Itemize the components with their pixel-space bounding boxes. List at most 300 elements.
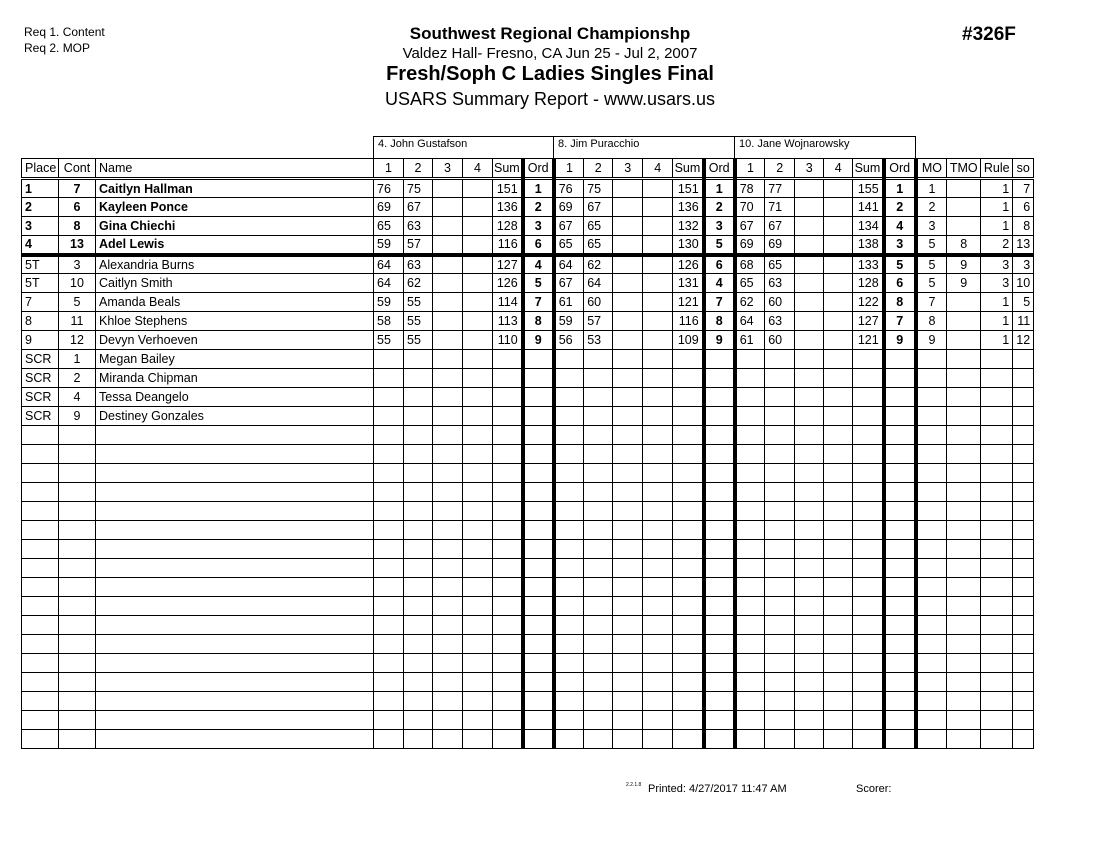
judge-1-sum-cell: 110 (493, 331, 523, 350)
col-tmo: TMO (947, 159, 981, 179)
rule-cell: 3 (981, 255, 1013, 274)
judge-2-mark-2-cell (584, 388, 613, 407)
empty-cell (374, 730, 404, 749)
judge-2-mark-2-cell: 67 (584, 198, 613, 217)
empty-cell (947, 445, 981, 464)
contestant-number-cell: 7 (59, 179, 96, 198)
contestant-number-cell: 5 (59, 293, 96, 312)
majority-ordinal-cell: 5 (916, 274, 947, 293)
judge-3-mark-4-cell (824, 236, 853, 255)
empty-cell (59, 635, 96, 654)
empty-cell (1013, 540, 1034, 559)
skater-name-cell: Gina Chiechi (96, 217, 374, 236)
majority-ordinal-cell: 5 (916, 236, 947, 255)
empty-cell (824, 654, 853, 673)
empty-cell (795, 635, 824, 654)
empty-cell (433, 692, 463, 711)
empty-cell (1013, 692, 1034, 711)
rule-cell (981, 407, 1013, 426)
empty-cell (59, 483, 96, 502)
empty-cell (853, 521, 884, 540)
empty-cell (947, 559, 981, 578)
empty-cell (884, 616, 916, 635)
empty-cell (493, 483, 523, 502)
empty-cell (584, 502, 613, 521)
empty-cell (765, 616, 795, 635)
empty-cell (643, 616, 673, 635)
empty-cell (643, 502, 673, 521)
empty-cell (853, 464, 884, 483)
empty-cell (824, 578, 853, 597)
judge-1-sum-cell (493, 407, 523, 426)
blank-row (22, 540, 1034, 559)
majority-ordinal-cell: 1 (916, 179, 947, 198)
judge-3-mark-2-cell: 63 (765, 312, 795, 331)
empty-cell (463, 445, 493, 464)
rule-cell: 1 (981, 293, 1013, 312)
empty-cell (947, 711, 981, 730)
judge-3-mark-4-cell (824, 312, 853, 331)
judge-1-mark-3-cell (433, 236, 463, 255)
empty-cell (523, 673, 554, 692)
empty-cell (374, 464, 404, 483)
empty-cell (916, 540, 947, 559)
empty-cell (96, 521, 374, 540)
judge-2-mark-4-cell (643, 293, 673, 312)
empty-cell (765, 635, 795, 654)
judge-3-sum-cell (853, 350, 884, 369)
judge-3-sum-cell: 141 (853, 198, 884, 217)
empty-cell (493, 445, 523, 464)
judge-2-mark-1-cell: 65 (554, 236, 584, 255)
rule-cell (981, 369, 1013, 388)
empty-cell (947, 540, 981, 559)
empty-cell (59, 521, 96, 540)
empty-cell (374, 673, 404, 692)
empty-cell (704, 426, 735, 445)
empty-cell (981, 692, 1013, 711)
judge-2-mark-3-cell (613, 179, 643, 198)
col-j3-m4: 4 (824, 159, 853, 179)
judge-2-mark-3-cell (613, 331, 643, 350)
judge-3-mark-3-cell (795, 369, 824, 388)
judge-2-sum-cell: 126 (673, 255, 704, 274)
empty-cell (59, 730, 96, 749)
empty-cell (643, 730, 673, 749)
empty-cell (981, 426, 1013, 445)
majority-ordinal-cell: 5 (916, 255, 947, 274)
col-j1-sum: Sum (493, 159, 523, 179)
judge-1-mark-4-cell (463, 274, 493, 293)
judge-1-mark-1-cell (374, 350, 404, 369)
judge-1-mark-2-cell: 55 (404, 331, 433, 350)
empty-cell (96, 692, 374, 711)
judge-2-mark-3-cell (613, 407, 643, 426)
empty-cell (704, 635, 735, 654)
judge-1-mark-2-cell: 63 (404, 255, 433, 274)
col-j3-ord: Ord (884, 159, 916, 179)
empty-cell (795, 445, 824, 464)
skating-order-cell: 10 (1013, 274, 1034, 293)
empty-cell (404, 445, 433, 464)
empty-cell (59, 616, 96, 635)
place-cell: SCR (22, 388, 59, 407)
empty-cell (643, 559, 673, 578)
judge-3-mark-1-cell: 61 (735, 331, 765, 350)
judge-3-mark-1-cell (735, 350, 765, 369)
judge-3-mark-2-cell: 69 (765, 236, 795, 255)
empty-cell (981, 673, 1013, 692)
contestant-number-cell: 13 (59, 236, 96, 255)
empty-cell (704, 711, 735, 730)
judge-header-3: 10. Jane Wojnarowsky (734, 136, 916, 158)
empty-cell (463, 673, 493, 692)
empty-cell (1013, 730, 1034, 749)
empty-cell (584, 654, 613, 673)
venue-dates: Valdez Hall- Fresno, CA Jun 25 - Jul 2, 2007 (402, 45, 698, 62)
empty-cell (673, 673, 704, 692)
judge-3-mark-1-cell: 69 (735, 236, 765, 255)
judge-2-mark-1-cell (554, 369, 584, 388)
empty-cell (981, 559, 1013, 578)
empty-cell (916, 597, 947, 616)
empty-cell (884, 502, 916, 521)
empty-cell (554, 692, 584, 711)
skater-name-cell: Caitlyn Smith (96, 274, 374, 293)
table-row (22, 236, 1034, 255)
empty-cell (947, 616, 981, 635)
competition-title: Southwest Regional Championshp (409, 24, 691, 43)
empty-cell (795, 502, 824, 521)
col-j1-m2: 2 (404, 159, 433, 179)
empty-cell (22, 673, 59, 692)
col-j1-m3: 3 (433, 159, 463, 179)
judge-1-mark-2-cell (404, 388, 433, 407)
judge-3-mark-2-cell (765, 350, 795, 369)
empty-cell (981, 502, 1013, 521)
skating-order-cell: 13 (1013, 236, 1034, 255)
empty-cell (59, 502, 96, 521)
empty-cell (795, 578, 824, 597)
empty-cell (673, 730, 704, 749)
empty-cell (613, 521, 643, 540)
empty-cell (463, 426, 493, 445)
empty-cell (374, 597, 404, 616)
empty-cell (853, 654, 884, 673)
total-majority-ordinal-cell (947, 293, 981, 312)
empty-cell (673, 597, 704, 616)
empty-cell (673, 464, 704, 483)
empty-cell (824, 730, 853, 749)
empty-cell (523, 711, 554, 730)
judge-3-sum-cell (853, 407, 884, 426)
judge-3-mark-4-cell (824, 179, 853, 198)
rule-cell: 1 (981, 312, 1013, 331)
empty-cell (735, 635, 765, 654)
judge-2-sum-cell (673, 407, 704, 426)
empty-cell (853, 483, 884, 502)
judge-3-mark-3-cell (795, 331, 824, 350)
empty-cell (554, 597, 584, 616)
total-majority-ordinal-cell (947, 350, 981, 369)
empty-cell (1013, 654, 1034, 673)
empty-cell (96, 597, 374, 616)
judge-1-ordinal-cell (523, 369, 554, 388)
judge-2-mark-3-cell (613, 312, 643, 331)
empty-cell (404, 730, 433, 749)
judge-1-mark-4-cell (463, 369, 493, 388)
judge-3-sum-cell: 121 (853, 331, 884, 350)
empty-cell (735, 578, 765, 597)
empty-cell (22, 464, 59, 483)
judge-3-mark-4-cell (824, 255, 853, 274)
empty-cell (584, 464, 613, 483)
empty-cell (795, 673, 824, 692)
empty-cell (523, 597, 554, 616)
empty-cell (554, 559, 584, 578)
empty-cell (1013, 635, 1034, 654)
majority-ordinal-cell: 9 (916, 331, 947, 350)
judge-2-mark-4-cell (643, 236, 673, 255)
judge-1-mark-1-cell (374, 388, 404, 407)
empty-cell (884, 635, 916, 654)
empty-cell (916, 426, 947, 445)
empty-cell (584, 559, 613, 578)
empty-cell (463, 521, 493, 540)
empty-cell (404, 521, 433, 540)
judge-1-mark-2-cell: 63 (404, 217, 433, 236)
empty-cell (493, 692, 523, 711)
table-row (22, 217, 1034, 236)
empty-cell (96, 502, 374, 521)
judge-3-ordinal-cell: 8 (884, 293, 916, 312)
empty-cell (584, 521, 613, 540)
empty-cell (795, 711, 824, 730)
judge-1-mark-3-cell (433, 255, 463, 274)
empty-cell (96, 730, 374, 749)
skater-name-cell: Alexandria Burns (96, 255, 374, 274)
empty-cell (22, 540, 59, 559)
blank-row (22, 426, 1034, 445)
place-cell: 5T (22, 274, 59, 293)
judge-1-mark-4-cell (463, 350, 493, 369)
empty-cell (981, 597, 1013, 616)
judge-2-ordinal-cell: 5 (704, 236, 735, 255)
empty-cell (523, 635, 554, 654)
empty-cell (765, 502, 795, 521)
empty-cell (493, 426, 523, 445)
empty-cell (884, 692, 916, 711)
judge-3-sum-cell: 134 (853, 217, 884, 236)
empty-cell (554, 654, 584, 673)
judge-1-mark-3-cell (433, 350, 463, 369)
skater-name-cell: Devyn Verhoeven (96, 331, 374, 350)
judge-2-sum-cell: 109 (673, 331, 704, 350)
judge-1-mark-4-cell (463, 331, 493, 350)
judge-3-sum-cell: 138 (853, 236, 884, 255)
judge-2-mark-3-cell (613, 369, 643, 388)
judge-3-sum-cell: 128 (853, 274, 884, 293)
empty-cell (673, 540, 704, 559)
empty-cell (404, 483, 433, 502)
empty-cell (765, 464, 795, 483)
empty-cell (853, 711, 884, 730)
col-j1-ord: Ord (523, 159, 554, 179)
empty-cell (96, 483, 374, 502)
empty-cell (96, 654, 374, 673)
judge-1-sum-cell: 127 (493, 255, 523, 274)
empty-cell (613, 711, 643, 730)
empty-cell (735, 540, 765, 559)
empty-cell (584, 540, 613, 559)
judge-1-mark-2-cell: 55 (404, 312, 433, 331)
judge-1-mark-1-cell (374, 369, 404, 388)
judge-1-sum-cell: 116 (493, 236, 523, 255)
empty-cell (404, 426, 433, 445)
judge-1-mark-1-cell: 55 (374, 331, 404, 350)
empty-cell (765, 578, 795, 597)
empty-cell (554, 426, 584, 445)
empty-cell (643, 464, 673, 483)
requirement-1: Req 1. Content (24, 25, 105, 39)
judge-3-mark-2-cell (765, 369, 795, 388)
empty-cell (765, 654, 795, 673)
empty-cell (673, 654, 704, 673)
judge-2-ordinal-cell: 3 (704, 217, 735, 236)
judge-2-ordinal-cell: 2 (704, 198, 735, 217)
empty-cell (493, 540, 523, 559)
skater-name-cell: Miranda Chipman (96, 369, 374, 388)
judge-1-mark-1-cell: 64 (374, 255, 404, 274)
empty-cell (765, 483, 795, 502)
empty-cell (735, 616, 765, 635)
empty-cell (824, 445, 853, 464)
empty-cell (1013, 483, 1034, 502)
empty-cell (523, 445, 554, 464)
empty-cell (463, 654, 493, 673)
empty-cell (853, 578, 884, 597)
empty-cell (853, 540, 884, 559)
total-majority-ordinal-cell: 8 (947, 236, 981, 255)
judge-1-mark-1-cell: 58 (374, 312, 404, 331)
total-majority-ordinal-cell (947, 388, 981, 407)
place-cell: 4 (22, 236, 59, 255)
empty-cell (433, 521, 463, 540)
empty-cell (853, 502, 884, 521)
empty-cell (884, 483, 916, 502)
judge-1-mark-1-cell: 69 (374, 198, 404, 217)
empty-cell (404, 597, 433, 616)
empty-cell (704, 673, 735, 692)
col-j3-m1: 1 (735, 159, 765, 179)
empty-cell (96, 578, 374, 597)
empty-cell (463, 711, 493, 730)
judge-2-mark-4-cell (643, 217, 673, 236)
skating-order-cell (1013, 388, 1034, 407)
empty-cell (735, 673, 765, 692)
judge-2-mark-4-cell (643, 388, 673, 407)
empty-cell (704, 540, 735, 559)
empty-cell (433, 445, 463, 464)
empty-cell (765, 730, 795, 749)
judge-3-ordinal-cell: 9 (884, 331, 916, 350)
empty-cell (59, 464, 96, 483)
empty-cell (613, 559, 643, 578)
empty-cell (643, 540, 673, 559)
empty-cell (916, 464, 947, 483)
empty-cell (584, 692, 613, 711)
judge-3-ordinal-cell: 2 (884, 198, 916, 217)
empty-cell (643, 521, 673, 540)
judge-1-mark-3-cell (433, 293, 463, 312)
skating-order-cell (1013, 350, 1034, 369)
empty-cell (947, 483, 981, 502)
judge-2-sum-cell: 151 (673, 179, 704, 198)
empty-cell (735, 730, 765, 749)
empty-cell (916, 616, 947, 635)
empty-cell (704, 730, 735, 749)
empty-cell (59, 597, 96, 616)
judge-2-ordinal-cell (704, 350, 735, 369)
empty-cell (463, 483, 493, 502)
judge-2-mark-1-cell: 59 (554, 312, 584, 331)
empty-cell (96, 616, 374, 635)
contestant-number-cell: 2 (59, 369, 96, 388)
empty-cell (947, 464, 981, 483)
judge-1-mark-4-cell (463, 407, 493, 426)
contestant-number-cell: 9 (59, 407, 96, 426)
empty-cell (795, 730, 824, 749)
empty-cell (554, 616, 584, 635)
results-table (21, 158, 1034, 749)
judge-3-ordinal-cell (884, 407, 916, 426)
judge-3-mark-2-cell: 65 (765, 255, 795, 274)
empty-cell (853, 673, 884, 692)
empty-cell (1013, 673, 1034, 692)
printed-timestamp: Printed: 4/27/2017 11:47 AM (648, 783, 787, 795)
judge-1-mark-2-cell (404, 350, 433, 369)
empty-cell (643, 597, 673, 616)
empty-cell (554, 483, 584, 502)
col-j2-m4: 4 (643, 159, 673, 179)
report-title: USARS Summary Report - www.usars.us (384, 89, 716, 109)
empty-cell (613, 730, 643, 749)
judge-2-mark-2-cell: 75 (584, 179, 613, 198)
judge-2-mark-4-cell (643, 274, 673, 293)
judge-1-sum-cell: 114 (493, 293, 523, 312)
empty-cell (554, 578, 584, 597)
empty-cell (584, 597, 613, 616)
judge-2-sum-cell: 121 (673, 293, 704, 312)
empty-cell (884, 521, 916, 540)
empty-cell (554, 673, 584, 692)
empty-cell (1013, 578, 1034, 597)
empty-cell (613, 483, 643, 502)
empty-cell (554, 445, 584, 464)
empty-cell (824, 559, 853, 578)
empty-cell (463, 692, 493, 711)
empty-cell (404, 502, 433, 521)
total-majority-ordinal-cell (947, 312, 981, 331)
skater-name-cell: Megan Bailey (96, 350, 374, 369)
judge-1-mark-2-cell: 67 (404, 198, 433, 217)
empty-cell (59, 426, 96, 445)
judge-3-ordinal-cell: 5 (884, 255, 916, 274)
blank-row (22, 730, 1034, 749)
judge-1-mark-4-cell (463, 217, 493, 236)
requirement-2: Req 2. MOP (24, 41, 91, 55)
empty-cell (824, 426, 853, 445)
